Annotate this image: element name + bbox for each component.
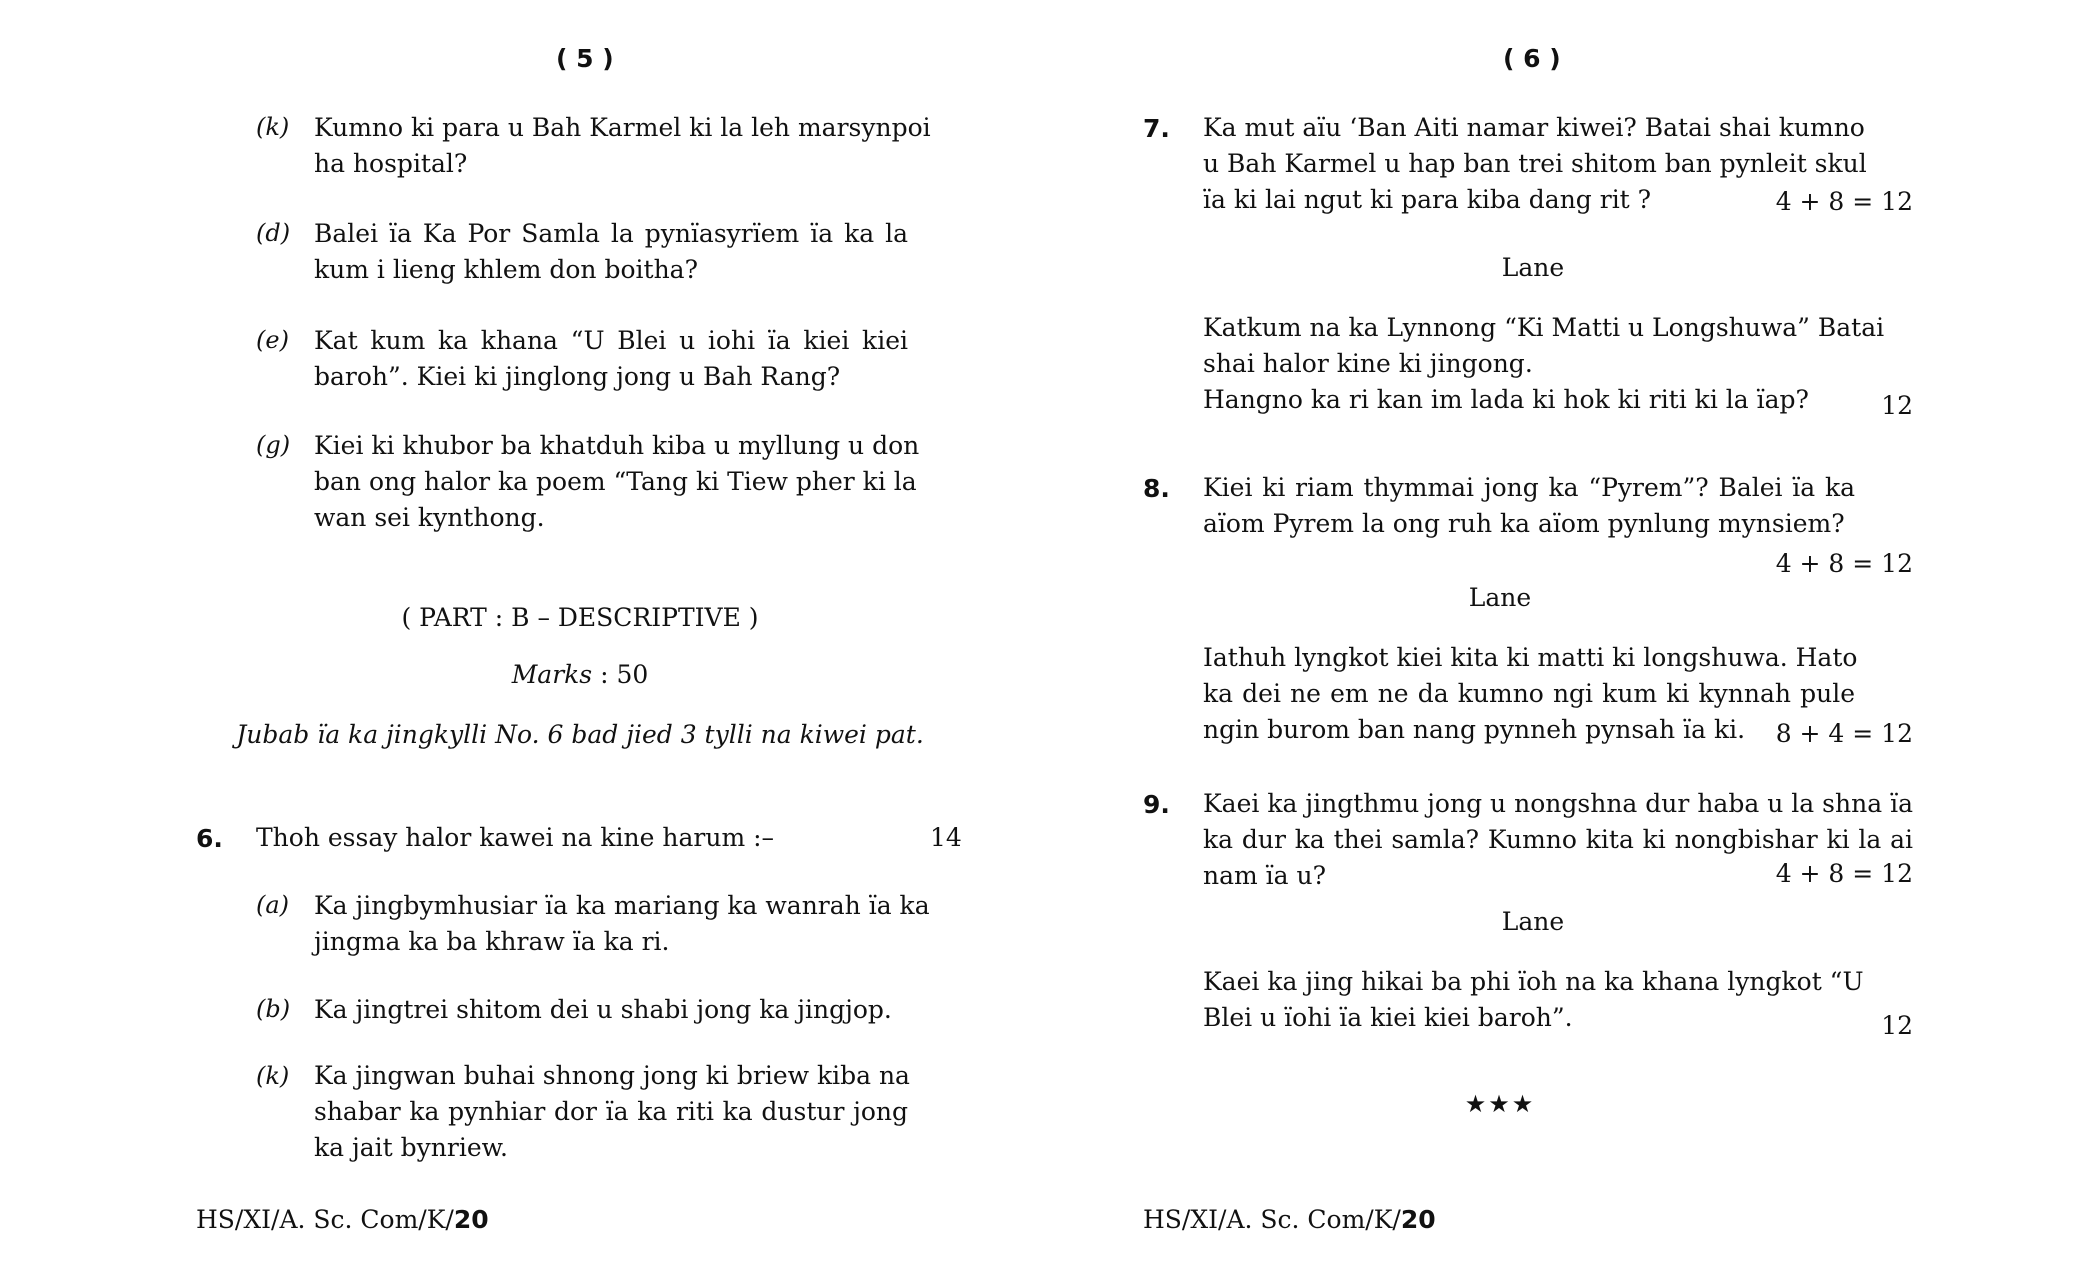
question-marks: 4 + 8 = 12 (1775, 549, 1913, 578)
question-number: 9. (1143, 790, 1170, 819)
text-line: ka dei ne em ne da kumno ngi kum ki kynnah pule (1203, 679, 1855, 708)
item-label: (d) (256, 219, 291, 247)
text-line: ïa ki lai ngut ki para kiba dang rit ? (1203, 185, 1652, 214)
alternative-marks: 8 + 4 = 12 (1775, 719, 1913, 748)
text-line: shai halor kine ki jingong. (1203, 349, 1533, 378)
marks-label: Marks (511, 660, 593, 689)
text-line: ngin burom ban nang pynneh pynsah ïa ki. (1203, 715, 1746, 744)
question-number: 7. (1143, 114, 1170, 143)
text-line: jingma ka ba khraw ïa ka ri. (314, 927, 670, 956)
footer-left (196, 1205, 489, 1234)
alternative-text (1203, 964, 1864, 1036)
text-line: Balei ïa Ka Por Samla la pynïasyrïem ïa ka la (314, 219, 908, 248)
text-line: wan sei kynthong. (314, 503, 545, 532)
or-separator: Lane (1501, 253, 1565, 282)
alternative-text (1203, 310, 1885, 418)
footer-number: 20 (1400, 1205, 1436, 1234)
footer-code: HS/XI/A. Sc. Com/K/ (1143, 1205, 1401, 1234)
text-line: Ka jingtrei shitom dei u shabi jong ka jingjop. (314, 995, 892, 1024)
text-line: Ka jingwan buhai shnong jong ki briew kiba na (314, 1061, 910, 1090)
item-label: (g) (256, 431, 291, 459)
question-marks: 4 + 8 = 12 (1775, 859, 1913, 888)
question-text (1203, 470, 1855, 542)
end-stars: ★★★ (1464, 1090, 1536, 1118)
text-line: ban ong halor ka poem “Tang ki Tiew pher ki la (314, 467, 917, 496)
item-text (314, 216, 908, 288)
footer-code: HS/XI/A. Sc. Com/K/ (196, 1205, 454, 1234)
alternative-marks: 12 (1881, 391, 1913, 420)
option-label: (a) (256, 891, 290, 919)
item-text (314, 110, 931, 182)
text-line: shabar ka pynhiar dor ïa ka riti ka dustur jong (314, 1097, 908, 1126)
text-line: nam ïa u? (1203, 861, 1327, 890)
item-text (314, 428, 920, 536)
footer-number: 20 (453, 1205, 489, 1234)
question-marks: 14 (930, 823, 962, 852)
option-text (314, 992, 908, 1028)
item-label: (k) (256, 113, 290, 141)
question-marks: 4 + 8 = 12 (1775, 187, 1913, 216)
text-line: Iathuh lyngkot kiei kita ki matti ki longshuwa. Hato (1203, 643, 1858, 672)
question-text: Thoh essay halor kawei na kine harum :– (256, 823, 775, 852)
text-line: Ka mut aïu ‘Ban Aiti namar kiwei? Batai shai kumno (1203, 113, 1865, 142)
text-line: Hangno ka ri kan im lada ki hok ki riti ki la ïap? (1203, 385, 1809, 414)
part-heading: ( PART : B – DESCRIPTIVE ) (401, 603, 759, 632)
text-line: Katkum na ka Lynnong “Ki Matti u Longshuwa” Batai (1203, 313, 1885, 342)
text-line: Kiei ki khubor ba khatduh kiba u myllung u don (314, 431, 920, 460)
option-text (314, 1058, 908, 1166)
page-number-right: ( 6 ) (1503, 44, 1561, 73)
item-text (314, 323, 908, 395)
text-line: u Bah Karmel u hap ban trei shitom ban pynleit skul (1203, 149, 1867, 178)
question-number: 6. (196, 824, 223, 853)
option-label: (b) (256, 995, 291, 1023)
alternative-marks: 12 (1881, 1011, 1913, 1040)
question-text (1203, 110, 1867, 218)
text-line: ka dur ka thei samla? Kumno kita ki nongbishar ki la ai (1203, 825, 1913, 854)
text-line: baroh”. Kiei ki jinglong jong u Bah Rang? (314, 362, 841, 391)
text-line: Blei u ïohi ïa kiei kiei baroh”. (1203, 1003, 1573, 1032)
or-separator: Lane (1468, 583, 1532, 612)
alternative-text (1203, 640, 1858, 748)
text-line: Kaei ka jingthmu jong u nongshna dur haba u la shna ïa (1203, 789, 1913, 818)
text-line: Kiei ki riam thymmai jong ka “Pyrem”? Balei ïa ka (1203, 473, 1855, 502)
page-number-left: ( 5 ) (556, 44, 614, 73)
text-line: aïom Pyrem la ong ruh ka aïom pynlung mynsiem? (1203, 509, 1845, 538)
text-line: ha hospital? (314, 149, 468, 178)
item-label: (e) (256, 326, 289, 354)
text-line: kum i lieng khlem don boitha? (314, 255, 698, 284)
instruction: Jubab ïa ka jingkylli No. 6 bad jied 3 tylli na kiwei pat. (236, 720, 924, 749)
option-text (314, 888, 930, 960)
marks-line (330, 657, 830, 693)
footer-right (1143, 1205, 1436, 1234)
marks-value: : 50 (600, 660, 649, 689)
or-separator: Lane (1501, 907, 1565, 936)
text-line: Kumno ki para u Bah Karmel ki la leh marsynpoi (314, 113, 931, 142)
option-label: (k) (256, 1062, 290, 1090)
text-line: Kaei ka jing hikai ba phi ïoh na ka khana lyngkot “U (1203, 967, 1864, 996)
text-line: ka jait bynriew. (314, 1133, 508, 1162)
text-line: Ka jingbymhusiar ïa ka mariang ka wanrah ïa ka (314, 891, 930, 920)
text-line: Kat kum ka khana “U Blei u iohi ïa kiei kiei (314, 326, 908, 355)
question-number: 8. (1143, 474, 1170, 503)
